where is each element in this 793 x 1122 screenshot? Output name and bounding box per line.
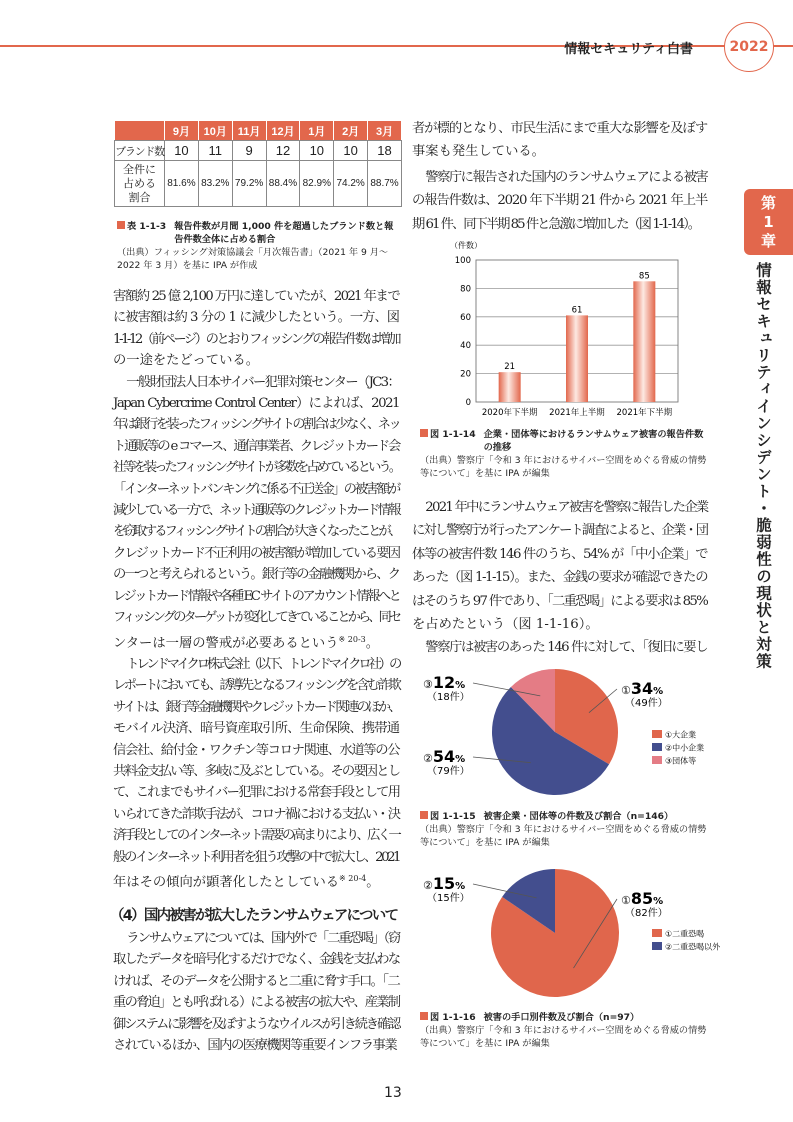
table-cell: 88.7%	[368, 161, 402, 207]
table-header-cell: 3月	[368, 121, 402, 141]
x-tick-label: 2021年下半期	[616, 408, 673, 418]
table-header-cell: 9月	[165, 121, 199, 141]
text-line	[412, 566, 707, 589]
text-line	[113, 847, 399, 868]
text-line	[113, 804, 399, 825]
slice-count: （49件）	[625, 698, 668, 709]
line-text: 期 61 件、同下半期 85 件と急激に増加した（図 1-1-14）。	[412, 216, 700, 232]
line-text: に対し警察庁が行ったアンケート調査によると、企業・団	[412, 523, 707, 539]
text-line	[113, 586, 399, 607]
text-line	[412, 590, 707, 613]
text-line	[113, 740, 399, 761]
line-text: 般のインターネット利用者を狙う攻撃の中で拡大し、2021	[113, 849, 399, 865]
y-axis-label: （件数）	[450, 241, 482, 250]
table-cell: 79.2%	[232, 161, 266, 207]
x-tick-label: 2021年上半期	[549, 408, 605, 418]
text-line	[412, 636, 707, 659]
text-line	[113, 782, 399, 803]
text-line	[113, 1035, 399, 1056]
table-header-cell: 12月	[266, 121, 300, 141]
right-para-3	[412, 496, 707, 636]
text-line	[113, 697, 399, 718]
header-year-badge: 2022	[724, 22, 774, 72]
line-text: 。	[366, 874, 380, 890]
brand-table	[114, 120, 402, 207]
legend-swatch	[652, 929, 662, 937]
slice-label: ①85%	[621, 889, 664, 908]
text-line	[412, 140, 707, 163]
text-line	[113, 949, 399, 970]
caption-label: 図 1-1-16	[430, 1012, 476, 1023]
table-cell: 88.4%	[266, 161, 300, 207]
text-line	[412, 543, 707, 566]
chapter-tab	[744, 189, 793, 255]
caption-source: （出典）警察庁「令和 3 年におけるサイバー空間をめぐる脅威の情勢等について」を基に IPA が編集	[420, 1025, 707, 1049]
table-cell: 10	[334, 141, 368, 161]
legend-swatch	[652, 730, 662, 738]
line-text: 年は銀行を装ったフィッシングサイトの割合は少なく、ネッ	[113, 417, 399, 433]
footnote-ref[interactable]: ※ 20-3	[338, 634, 366, 644]
slice-count: （15件）	[427, 893, 470, 904]
caption-marker-icon	[420, 429, 428, 437]
line-text: フィッシングのターゲットが変化してきていることから、同セ	[113, 610, 400, 626]
line-text: 取したデータを暗号化するだけでなく、金銭を支払わな	[113, 952, 399, 968]
line-text: を窃取するフィッシングサイトの割合が大きくなったことが、	[113, 524, 399, 540]
table-cell: 11	[198, 141, 232, 161]
slice-label: ②54%	[423, 747, 466, 766]
slice-label: ③12%	[423, 673, 466, 692]
line-text: 警察庁に報告された国内のランサムウェアによる被害	[425, 170, 708, 185]
line-text: 事案も発生している。	[412, 144, 545, 160]
chapter-title: 情報セキュリティインシデント・脆弱性の現状と対策	[754, 262, 772, 670]
left-column-text-2	[113, 928, 399, 1056]
text-line	[113, 607, 399, 628]
y-tick-label: 20	[460, 369, 471, 380]
table-cell: 82.9%	[300, 161, 334, 207]
line-text: 害額約 25 億 2,100 万円に達していたが、2021 年まで	[113, 289, 399, 304]
line-text: あった（図 1-1-15）。また、金銭の要求が確認できたの	[412, 570, 707, 586]
text-line	[113, 372, 399, 393]
table-header-cell: 1月	[300, 121, 334, 141]
line-text: ければ、そのデータを公開すると二重に脅す手口。「二	[113, 973, 399, 989]
line-text: 体等の被害件数 146 件のうち、54% が「中小企業」で	[412, 546, 707, 562]
line-text: の一つと考えられるという。銀行等の金融機関から、ク	[113, 567, 399, 583]
y-tick-label: 80	[460, 284, 471, 295]
table-cell: 12	[266, 141, 300, 161]
slice-count: （18件）	[427, 692, 470, 703]
caption-label: 図 1-1-15	[430, 811, 476, 822]
line-text: はそのうち 97 件であり、「二重恐喝」による要求は 85%	[412, 593, 707, 609]
text-line	[412, 213, 707, 236]
slice-label: ①34%	[621, 679, 664, 698]
x-tick-label: 2020年下半期	[481, 408, 538, 418]
legend-swatch	[652, 942, 662, 950]
table-cell: 10	[300, 141, 334, 161]
figure-caption	[420, 428, 710, 480]
caption-title: 被害の手口別件数及び割合（n=97）	[483, 1012, 640, 1023]
text-line	[113, 479, 399, 500]
text-line	[113, 564, 399, 585]
line-text: されているほか、国内の医療機関等重要インフラ事業	[113, 1038, 397, 1054]
line-text: 済手段としてのインターネット需要の高まりにより、広く一	[113, 828, 399, 844]
table-cell: 18	[368, 141, 402, 161]
line-text: の一途をたどっている。	[113, 353, 259, 369]
caption-source: （出典）フィッシング対策協議会「月次報告書」（2021 年 9 月～ 2022 年 3 月）を基に IPA が作成	[117, 247, 389, 271]
table-header-cell: 10月	[198, 121, 232, 141]
line-text: モバイル決済、暗号資産取引所、生命保険、携帯通	[113, 721, 399, 737]
y-tick-label: 40	[460, 341, 471, 352]
page-number: 13	[384, 1085, 402, 1101]
text-line	[113, 500, 399, 521]
legend-swatch	[652, 743, 662, 751]
text-line	[113, 629, 399, 654]
line-text: の報告件数は、2020 年下半期 21 件から 2021 年上半	[412, 193, 707, 209]
table-cell: 9	[232, 141, 266, 161]
line-text: 年はその傾向が顕著化したとしている	[113, 874, 340, 890]
line-text: クレジットカード不正利用の被害額が増加している要因	[113, 545, 399, 561]
text-line	[113, 286, 399, 307]
figure-caption	[420, 1011, 710, 1050]
text-line	[113, 761, 399, 782]
text-line	[113, 868, 399, 893]
caption-label: 表 1-1-3	[127, 221, 167, 232]
pie-chart-attack-methods	[415, 866, 720, 1006]
bar	[633, 281, 655, 402]
text-line	[113, 654, 399, 675]
text-line	[113, 521, 399, 542]
line-text: ランサムウェアについては、国内外で「二重恐喝」（窃	[126, 931, 399, 946]
caption-source: （出典）警察庁「令和 3 年におけるサイバー空間をめぐる脅威の情勢等について」を基に IPA が編集	[420, 455, 707, 479]
y-tick-label: 60	[460, 312, 471, 323]
bar-value-label: 21	[504, 362, 516, 373]
line-text: に被害額は約 3 分の 1 に減少したという。一方、図	[113, 310, 400, 326]
text-line	[412, 166, 707, 189]
caption-marker-icon	[420, 1012, 428, 1020]
text-line	[113, 329, 399, 350]
text-line	[113, 414, 399, 435]
line-text: 重の脅迫」とも呼ばれる）による被害の拡大や、産業制	[113, 995, 399, 1011]
caption-label: 図 1-1-14	[430, 429, 476, 440]
caption-title: 被害企業・団体等の件数及び割合（n=146）	[483, 811, 674, 822]
bar	[499, 372, 521, 402]
table-cell: 81.6%	[165, 161, 199, 207]
line-text: て、これまでもサイバー犯罪における常套手段として用	[113, 785, 399, 801]
table-cell: 74.2%	[334, 161, 368, 207]
slice-count: （82件）	[625, 908, 668, 919]
bar	[566, 315, 588, 402]
text-line	[412, 613, 707, 636]
y-tick-label: 0	[465, 398, 471, 408]
line-text: 警察庁は被害のあった 146 件に対して、「復旧に要し	[425, 640, 707, 655]
legend-label: ①二重恐喝	[665, 929, 705, 939]
line-text: 2021 年中にランサムウェア被害を警察に報告した企業	[425, 500, 708, 515]
header-title: 情報セキュリティ白書	[564, 42, 693, 57]
text-line	[113, 971, 399, 992]
slice-label: ②15%	[423, 874, 466, 893]
text-line	[412, 519, 707, 542]
line-text: 「インターネットバンキングに係る不正送金」の被害額が	[113, 481, 399, 497]
text-line	[113, 350, 399, 371]
line-text: 。	[365, 635, 380, 651]
text-line	[412, 117, 707, 140]
line-text: 社等を装ったフィッシングサイトが多数を占めているという。	[113, 460, 399, 476]
line-text: ト通販等の e コマース、通信事業者、クレジットカード会	[113, 438, 399, 454]
text-line	[113, 992, 399, 1013]
legend-label: ②二重恐喝以外	[665, 942, 720, 952]
line-text: 御システムに影響を及ぼすようなウイルスが引き続き確認	[113, 1016, 399, 1032]
legend-swatch	[652, 756, 662, 764]
text-line	[113, 928, 399, 949]
table-header-cell	[115, 121, 165, 141]
slice-count: （79件）	[427, 766, 470, 777]
table-caption	[117, 220, 402, 272]
text-line	[113, 457, 399, 478]
figure-caption	[420, 810, 710, 849]
table-row-label: 全件に占める割合	[115, 161, 165, 207]
text-line	[113, 675, 399, 696]
table-row-label: ブランド数	[115, 141, 165, 161]
text-line	[113, 825, 399, 846]
chapter-tab-char: 第	[760, 194, 776, 212]
text-line	[113, 718, 399, 739]
bar-value-label: 85	[638, 271, 650, 282]
line-text: トレンドマイクロ株式会社（以下、トレンドマイクロ社）の	[126, 656, 399, 672]
text-line	[113, 436, 399, 457]
text-line	[412, 189, 707, 212]
line-text: 減少している一方で、ネット通販等のクレジットカード情報	[113, 503, 399, 519]
legend-label: ②中小企業	[665, 743, 705, 753]
line-text: ンターは一層の警戒が必要あるという	[113, 635, 339, 651]
caption-title: 企業・団体等におけるランサムウェア被害の報告件数の推移	[483, 429, 704, 453]
caption-source: （出典）警察庁「令和 3 年におけるサイバー空間をめぐる脅威の情勢等について」を基に IPA が編集	[420, 824, 707, 848]
section-heading: （4）国内被害が拡大したランサムウェアについて	[110, 908, 398, 924]
caption-marker-icon	[117, 221, 125, 229]
right-para-2	[412, 166, 707, 236]
line-text: レポートにおいても、誘導先となるフィッシングを含む詐欺	[113, 678, 399, 694]
line-text: 共料金支払い等、多岐に及ぶとしている。その要因とし	[113, 763, 399, 779]
chapter-tab-char: 1	[763, 213, 774, 231]
right-para-1	[412, 117, 707, 164]
table-cell: 83.2%	[198, 161, 232, 207]
caption-marker-icon	[420, 811, 428, 819]
text-line	[113, 1014, 399, 1035]
bar-chart-ransomware-reports	[440, 240, 700, 422]
line-text: いられてきた詐欺手法が、コロナ禍における支払い・決	[113, 806, 399, 822]
line-text: 信会社、給付金・ワクチン等コロナ関連、水道等の公	[113, 742, 399, 758]
line-text: Japan Cybercrime Control Center）によれば、2021	[113, 396, 399, 412]
line-text: 1-1-12（前ページ）のとおりフィッシングの報告件数は増加	[113, 331, 399, 347]
bar-value-label: 61	[571, 305, 583, 316]
text-line	[412, 496, 707, 519]
line-text: サイトは、銀行等金融機関やクレジットカード関連のほか、	[113, 699, 399, 715]
line-text: を占めたという（図 1-1-16）。	[412, 617, 599, 633]
chapter-tab-char: 章	[760, 232, 776, 250]
caption-title: 報告件数が月間 1,000 件を超過したブランド数と報告件数全体に占める割合	[174, 221, 394, 245]
text-line	[113, 393, 399, 414]
line-text: 者が標的となり、市民生活にまで重大な影響を及ぼす	[412, 121, 708, 136]
text-line	[113, 307, 399, 328]
legend-label: ①大企業	[665, 730, 697, 740]
table-cell: 10	[165, 141, 199, 161]
legend-label: ③団体等	[665, 756, 697, 766]
left-column-text	[113, 286, 399, 893]
pie-chart-victim-types	[415, 662, 720, 807]
line-text: 一般財団法人日本サイバー犯罪対策センター（JC3：	[126, 374, 399, 390]
line-text: レジットカード情報や各種 EC サイトのアカウント情報へと	[113, 588, 400, 604]
footnote-ref[interactable]: ※ 20-4	[339, 873, 367, 883]
y-tick-label: 100	[454, 256, 471, 266]
table-header-cell: 11月	[232, 121, 266, 141]
table-header-cell: 2月	[334, 121, 368, 141]
text-line	[113, 543, 399, 564]
right-para-4	[412, 636, 707, 659]
